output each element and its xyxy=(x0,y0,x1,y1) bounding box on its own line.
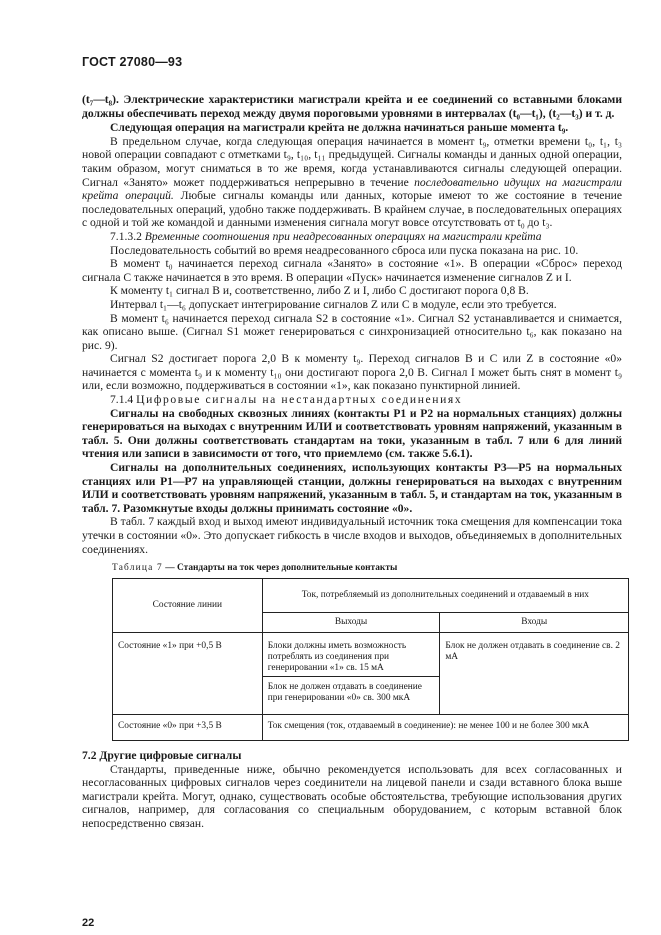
paragraph-next-operation: Следующая операция на магистрали крейта не должна начинаться раньше момента t₉. xyxy=(110,121,569,135)
document-header: ГОСТ 27080—93 xyxy=(82,55,183,69)
row1-inputs: Блок не должен отдавать в соединение св. 2 мА xyxy=(440,633,629,715)
paragraph-other-signals: Стандарты, приведенные ниже, обычно рекомендуется использовать для всех согласованных и несогласованных цифровых сигналов через соединители на лицевой панели и сзади вставного блока выше магистрали крейта. Могут, однако, существовать особые обстоятельства, требующие использования других сигналов, например, для согласования со специальным оборудованием, с которым вставной блок непосредственно связан. xyxy=(82,762,622,830)
paragraph-table7-note: В табл. 7 каждый вход и выход имеют индивидуальный источник тока смещения для компенсации тока утечки в состоянии «0». Это допускает гибкость в числе входов и выходов, объединяемых в дополнительных соединениях. xyxy=(82,515,622,556)
page-number: 22 xyxy=(82,917,95,929)
paragraph-threshold: Сигнал S2 достигает порога 2,0 В к моменту t₉. Переход сигналов В и С или Z в состояние «0» начинается с момента t₉ и к моменту t₁₀ они достигают порога 2,0 В. Сигнал I может быть снят в момент t₉ или, если возможно, поддерживаться в состоянии «1», как показано пунктирной линией. xyxy=(82,352,622,393)
header-outputs: Выходы xyxy=(262,613,440,633)
paragraph-interval: Интервал t₁—t₆ допускает интегрирование сигналов Z или С в модуле, если это требуется. xyxy=(110,297,557,311)
heading-7-1-4: 7.1.4 Цифровые сигналы на нестандартных соединениях xyxy=(110,393,463,407)
text-block-top xyxy=(82,93,622,556)
row1-state: Состояние «1» при +0,5 В xyxy=(113,633,263,715)
header-inputs: Входы xyxy=(440,613,629,633)
row2-bias-current: Ток смещения (ток, отдаваемый в соединение): не менее 100 и не более 300 мкА xyxy=(262,715,628,741)
paragraph-moment-t6: В момент t₆ начинается переход сигнала S2 в состояние «1». Сигнал S2 устанавливается и снимается, как описано выше. (Сигнал S1 может генерироваться с синхронизацией относительно t₆, как показано на рис. 9). xyxy=(82,311,622,352)
heading-7-2: 7.2 Другие цифровые сигналы xyxy=(82,749,242,762)
text-block-bottom xyxy=(82,749,622,831)
paragraph-moment-t1: К моменту t₁ сигнал В и, соответственно, либо Z и I, либо С достигают порога 0,8 В. xyxy=(110,284,529,298)
row1-outputs-consume: Блоки должны иметь возможность потреблять из соединения при генерировании «1» св. 15 мА xyxy=(262,633,440,677)
heading-7-1-3-2: 7.1.3.2 Временные соотношения при неадресованных операциях на магистрали крейта xyxy=(110,229,542,243)
header-current: Ток, потребляемый из дополнительных соединений и отдаваемый в них xyxy=(262,579,628,613)
row1-outputs-give: Блок не должен отдавать в соединение при генерировании «0» св. 300 мкА xyxy=(262,677,440,715)
paragraph-free-lines: Сигналы на свободных сквозных линиях (контакты Р1 и Р2 на нормальных станциях) должны генерироваться на выходах с внутренним ИЛИ и соответствовать уровням напряжений, указанным в табл. 5. Они должны соответствовать стандартам на токи, указанным в табл. 7 или 6 для линий чтения или записи в зависимости от того, что приемлемо (см. также 5.6.1). xyxy=(82,406,622,461)
table-caption: Таблица 7 — Стандарты на ток через дополнительные контакты xyxy=(112,563,398,573)
paragraph-limit-case: В предельном случае, когда следующая операция начинается в момент t₉, отметки времени t₀, t₁, t₃ новой операции совпадают с отметками t₉, t₁₀, t₁₁ предыдущей. Сигналы команды и данных одной операции, таким образом, могут сниматься в то же время, когда устанавливаются сигналы следующей операции. Сигнал «Занято» может поддерживаться непрерывно в течение последовательно идущих на магистрали крейта операций. Любые сигналы команды или данных, которые имеют то же состояние в течение последовательных операций, удобно также поддерживать. В крайнем случае, в последовательных операциях с одной и той же командой и данными изменения сигнала могут вовсе отсутствовать от t₀ до t₃. xyxy=(82,134,622,230)
paragraph-electrical-characteristics: (t₇—t₈). Электрические характеристики магистрали крейта и ее соединений со вставными блоками должны обеспечивать переход между двумя пороговыми уровнями в интервалах (t₀—t₁), (t₂—t₃) и т. д. xyxy=(82,93,622,120)
table-7 xyxy=(112,578,629,741)
header-line-state: Состояние линии xyxy=(113,579,263,633)
paragraph-moment-t0: В момент t₀ начинается переход сигнала «Занято» в состояние «1». В операции «Сброс» переход сигнала С также начинается в это время. В операции «Пуск» начинается изменение сигналов Z и I. xyxy=(82,257,622,284)
row2-state: Состояние «0» при +3,5 В xyxy=(113,715,263,741)
paragraph-sequence: Последовательность событий во время неадресованного сброса или пуска показана на рис. 10. xyxy=(110,243,579,257)
paragraph-additional-connections: Сигналы на дополнительных соединениях, использующих контакты Р3—Р5 на нормальных станциях или Р1—Р7 на управляющей станции, должны генерироваться на выходах с внутренним ИЛИ и соответствовать уровням напряжений, указанным в табл. 5, и стандартам на ток, указанным в табл. 7. Разомкнутые входы должны принимать состояние «0». xyxy=(82,461,622,515)
